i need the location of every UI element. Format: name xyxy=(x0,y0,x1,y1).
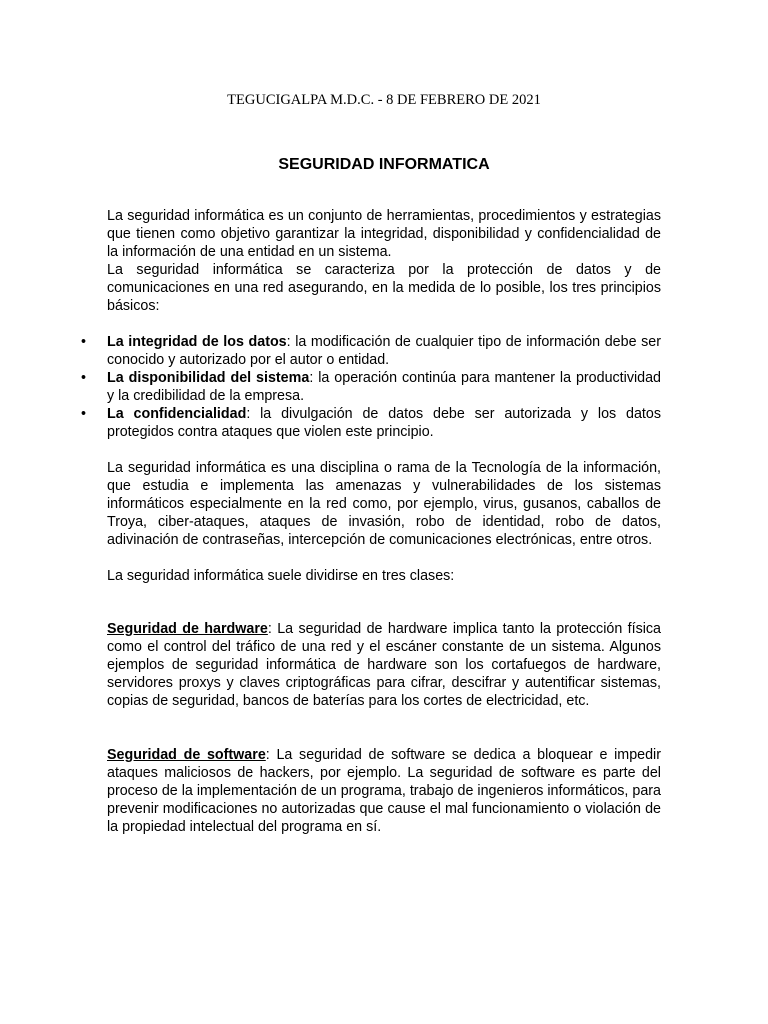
principle-term: La integridad de los datos xyxy=(107,334,287,350)
spacer xyxy=(107,441,661,459)
intro-paragraph-2: La seguridad informática se caracteriza por la protección de datos y de comunicaciones en una red asegurando, en la medida de lo posible, los tres principios básicos: xyxy=(107,262,661,314)
spacer xyxy=(107,602,661,620)
principles-list xyxy=(81,333,662,441)
spacer xyxy=(107,549,661,567)
principle-desc: : la modificación de cualquier tipo de información debe ser conocido y autorizado por el autor o entidad. xyxy=(107,334,661,368)
list-item xyxy=(81,369,662,405)
principle-desc: : la divulgación de datos debe ser autorizada y los datos protegidos contra ataques que violen este principio. xyxy=(107,406,661,440)
date-line: TEGUCIGALPA M.D.C. - 8 DE FEBRERO DE 2021 xyxy=(227,92,541,108)
document-body xyxy=(81,207,662,836)
software-desc: : La seguridad de software se dedica a bloquear e impedir ataques maliciosos de hackers, por ejemplo. La seguridad de software es parte del proceso de la implementación de un programa, trabajo de ingenieros informáticos, para prevenir modificaciones no autorizadas que cause el mal funcionamiento o violación de la propiedad intelectual del programa en sí. xyxy=(107,747,661,835)
bullet-marker: • xyxy=(81,334,87,350)
principle-term: La confidencialidad xyxy=(107,406,247,422)
hardware-term: Seguridad de hardware xyxy=(107,621,268,637)
hardware-desc: : La seguridad de hardware implica tanto la protección física como el control del tráfico de una red y el escáner constante de un sistema. Algunos ejemplos de seguridad informática de hardware son los cortafuegos de hardware, servidores proxys y claves criptográficas para cifrar, descifrar y autentificar sistemas, copias de seguridad, bancos de baterías para los cortes de electricidad, etc. xyxy=(107,621,661,709)
discipline-paragraph: La seguridad informática es una disciplina o rama de la Tecnología de la información, que estudia e implementa las amenazas y vulnerabilidades de los sistemas informáticos especialmente en la red como, por ejemplo, virus, gusanos, caballos de Troya, ciber-ataques, ataques de invasión, robo de identidad, robo de datos, adivinación de contraseñas, intercepción de comunicaciones electrónicas, entre otros. xyxy=(107,460,661,548)
spacer xyxy=(107,585,661,602)
list-item xyxy=(81,333,661,369)
classes-intro: La seguridad informática suele dividirse en tres clases: xyxy=(107,568,455,584)
spacer xyxy=(107,710,661,746)
list-item xyxy=(81,405,661,441)
software-term: Seguridad de software xyxy=(107,747,266,763)
intro-paragraph-1: La seguridad informática es un conjunto de herramientas, procedimientos y estrategias que tienen como objetivo garantizar la integridad, disponibilidad y confidencialidad de la información de una entidad en un sistema. xyxy=(107,208,661,260)
spacer xyxy=(107,315,661,333)
document-title: SEGURIDAD INFORMATICA xyxy=(278,156,490,173)
principle-desc: : la operación continúa para mantener la productividad y la credibilidad de la empresa. xyxy=(107,370,662,404)
software-paragraph xyxy=(107,746,661,836)
bullet-marker: • xyxy=(81,406,87,422)
bullet-marker: • xyxy=(81,370,87,386)
principle-term: La disponibilidad del sistema xyxy=(107,370,310,386)
hardware-paragraph xyxy=(107,620,661,710)
